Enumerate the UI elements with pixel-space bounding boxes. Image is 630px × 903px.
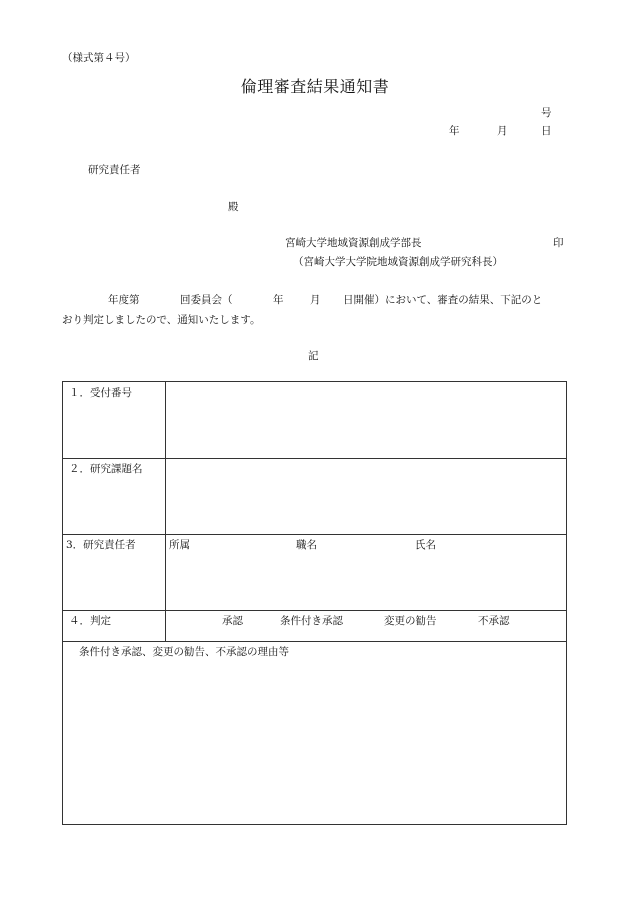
notice-year-part: 年度第 bbox=[108, 294, 140, 306]
date-year: 年 bbox=[449, 125, 460, 137]
affiliation-label: 所属 bbox=[169, 539, 190, 551]
notice-year: 年 bbox=[273, 294, 284, 306]
row-divider bbox=[63, 610, 566, 611]
issuer-dean: 宮崎大学地域資源創成学部長 bbox=[285, 237, 422, 249]
research-title-label: ２．研究課題名 bbox=[69, 463, 143, 475]
result-table bbox=[62, 381, 567, 825]
judgment-label: ４．判定 bbox=[69, 615, 111, 627]
issuer-graduate-school: （宮崎大学大学院地域資源創成学研究科長） bbox=[293, 256, 503, 268]
recipient-label: 研究責任者 bbox=[88, 164, 141, 176]
investigator-label: 3．研究責任者 bbox=[66, 539, 136, 551]
option-change-advice: 変更の勧告 bbox=[384, 615, 437, 627]
row-divider bbox=[63, 458, 566, 459]
reason-label: 条件付き承認、変更の勧告、不承認の理由等 bbox=[79, 646, 289, 658]
name-label: 氏名 bbox=[415, 539, 436, 551]
seal-mark: 印 bbox=[553, 237, 564, 249]
option-approved: 承認 bbox=[222, 615, 243, 627]
receipt-number-label: １．受付番号 bbox=[69, 387, 132, 399]
ki-heading: 記 bbox=[308, 350, 319, 362]
notice-held-part: 日開催）において、審査の結果、下記のと bbox=[343, 294, 543, 306]
date-day: 日 bbox=[541, 125, 552, 137]
document-number-suffix: 号 bbox=[541, 107, 552, 119]
date-month: 月 bbox=[497, 125, 508, 137]
notice-line-2: おり判定しましたので、通知いたします。 bbox=[62, 314, 261, 326]
notice-committee-part: 回委員会（ bbox=[180, 294, 233, 306]
option-conditional: 条件付き承認 bbox=[280, 615, 343, 627]
page-title: 倫理審査結果通知書 bbox=[240, 77, 390, 96]
column-divider bbox=[165, 382, 166, 641]
position-label: 職名 bbox=[296, 539, 317, 551]
row-divider bbox=[63, 534, 566, 535]
notice-month: 月 bbox=[310, 294, 321, 306]
honorific: 殿 bbox=[228, 201, 239, 213]
option-rejected: 不承認 bbox=[478, 615, 510, 627]
row-divider bbox=[63, 641, 566, 642]
form-number: （様式第４号） bbox=[62, 52, 136, 64]
